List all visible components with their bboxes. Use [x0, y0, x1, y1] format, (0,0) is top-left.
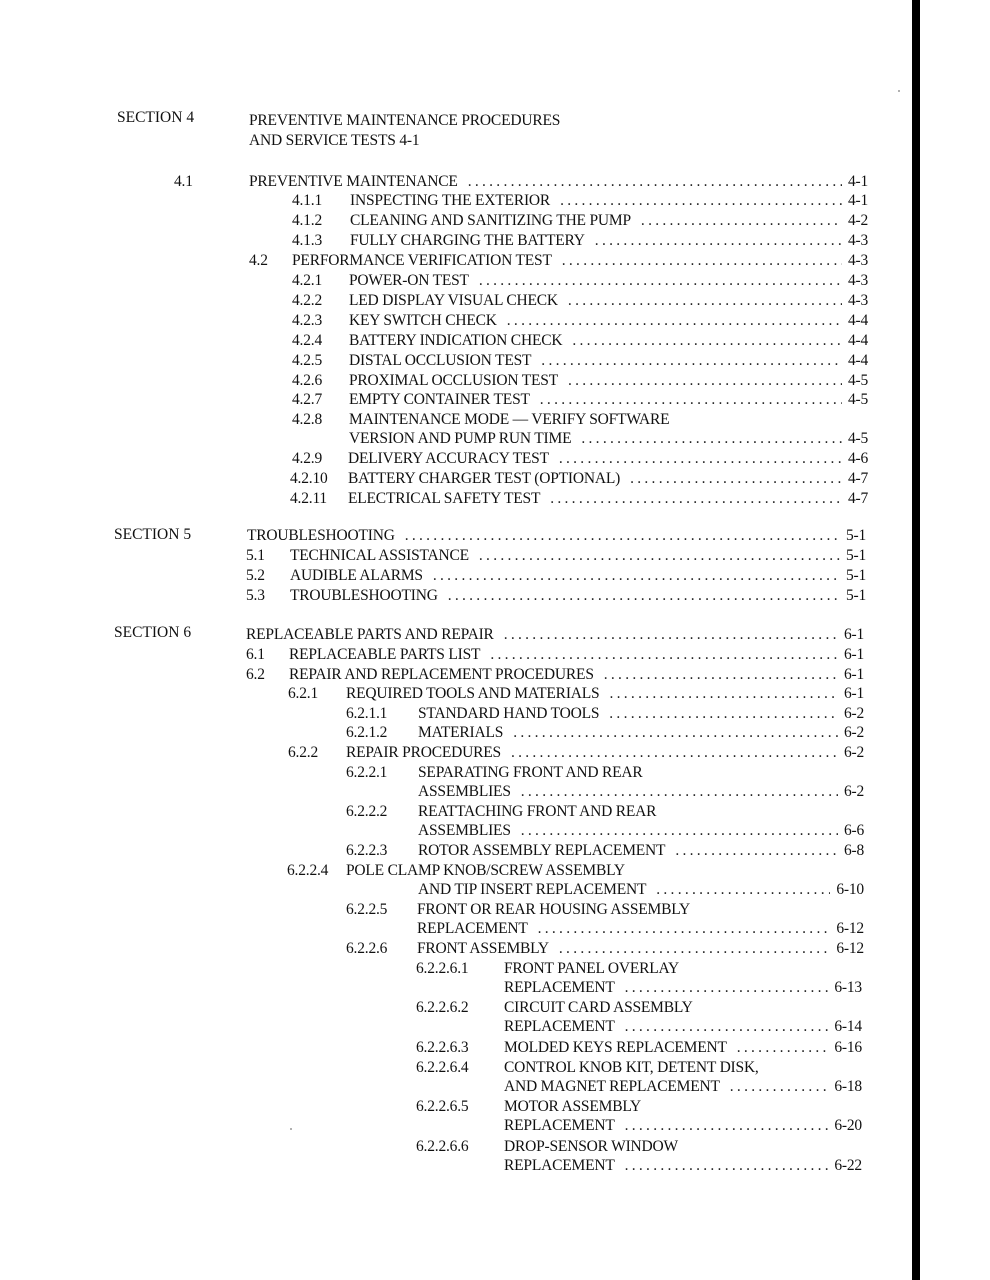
toc-entry-page: 6-1 [843, 666, 864, 683]
scan-speck [898, 90, 900, 92]
section-5-label: SECTION 5 [114, 526, 192, 543]
toc-entry [0, 939, 864, 959]
dot-leader [625, 1116, 829, 1136]
toc-entry [0, 723, 864, 743]
toc-entry-title: REPAIR PROCEDURES [346, 744, 501, 761]
toc-entry-number: 5.3 [246, 587, 265, 604]
toc-entry-title: POWER-ON TEST [349, 272, 469, 289]
toc-entry-title: VERSION AND PUMP RUN TIME [349, 430, 572, 447]
toc-entry-title: KEY SWITCH CHECK [349, 312, 497, 329]
toc-entry-page: 4-4 [847, 352, 868, 369]
dot-leader [625, 978, 829, 998]
toc-entry-number: 4.2.11 [290, 490, 327, 507]
toc-entry-page: 5-1 [845, 547, 866, 564]
toc-entry-page: 4-3 [847, 292, 868, 309]
toc-entry-title: CONTROL KNOB KIT, DETENT DISK, [504, 1059, 759, 1076]
toc-entry-title: POLE CLAMP KNOB/SCREW ASSEMBLY [346, 862, 625, 879]
dot-leader [562, 251, 842, 271]
toc-entry-page: 6-20 [834, 1117, 862, 1134]
toc-entry-title: SEPARATING FRONT AND REAR [418, 764, 643, 781]
toc-entry-page: 6-12 [836, 940, 864, 957]
dot-leader [625, 1156, 829, 1176]
toc-entry-title: INSPECTING THE EXTERIOR [350, 192, 551, 209]
toc-entry [0, 191, 868, 211]
toc-entry [0, 172, 868, 192]
toc-entry [0, 998, 862, 1018]
toc-entry-number: 6.2.2.6.4 [416, 1059, 469, 1076]
toc-entry-title: AUDIBLE ALARMS [290, 567, 423, 584]
dot-leader [559, 449, 842, 469]
toc-entry-page: 6-22 [834, 1157, 862, 1174]
dot-leader [540, 390, 842, 410]
toc-entry [0, 489, 868, 509]
dot-leader [581, 429, 842, 449]
toc-entry [0, 546, 866, 566]
toc-entry-page: 6-2 [843, 724, 864, 741]
toc-entry-title: AND TIP INSERT REPLACEMENT [418, 881, 647, 898]
toc-entry [0, 1097, 862, 1117]
toc-entry [0, 371, 868, 391]
toc-entry [0, 743, 864, 763]
toc-entry-number: 4.2.10 [290, 470, 328, 487]
dot-leader [625, 1017, 829, 1037]
toc-entry-page: 4-5 [847, 391, 868, 408]
toc-entry [0, 841, 864, 861]
dot-leader [511, 743, 838, 763]
toc-entry-title: LED DISPLAY VISUAL CHECK [349, 292, 558, 309]
toc-entry-number: 5.2 [246, 567, 265, 584]
toc-entry-page: 5-1 [845, 527, 866, 544]
dot-leader [513, 723, 838, 743]
toc-entry-number: 4.2.7 [292, 391, 323, 408]
toc-entry [0, 802, 864, 822]
toc-entry-number: 6.2.2.4 [287, 862, 329, 879]
toc-entry [0, 390, 868, 410]
toc-entry [0, 429, 868, 449]
toc-entry-number: 6.2.2.6.3 [416, 1039, 469, 1056]
toc-entry-title: STANDARD HAND TOOLS [418, 705, 600, 722]
toc-entry-page: 6-10 [836, 881, 864, 898]
dot-leader [641, 211, 842, 231]
toc-entry [0, 821, 864, 841]
toc-entry-page: 4-7 [847, 470, 868, 487]
dot-leader [568, 291, 842, 311]
toc-entry-number: 4.2.2 [292, 292, 323, 309]
dot-leader [433, 566, 840, 586]
dot-leader [595, 231, 842, 251]
toc-entry-title: FRONT ASSEMBLY [417, 940, 549, 957]
toc-entry-number: 6.2.1 [288, 685, 319, 702]
toc-entry [0, 684, 864, 704]
toc-entry-number: 4.2.9 [292, 450, 323, 467]
dot-leader [507, 311, 842, 331]
toc-entry-page: 6-18 [834, 1078, 862, 1095]
toc-entry [0, 880, 864, 900]
dot-leader [572, 331, 842, 351]
dot-leader [479, 271, 842, 291]
toc-entry [0, 1038, 862, 1058]
toc-entry-number: 6.2.1.2 [346, 724, 388, 741]
toc-entry-page: 4-6 [847, 450, 868, 467]
dot-leader [656, 880, 830, 900]
scan-edge-bar [912, 0, 920, 1280]
toc-entry-title: CIRCUIT CARD ASSEMBLY [504, 999, 693, 1016]
toc-entry-title: REPLACEMENT [504, 1157, 615, 1174]
dot-leader [559, 939, 830, 959]
toc-entry-number: 6.2.2.6 [346, 940, 388, 957]
toc-entry-title: PERFORMANCE VERIFICATION TEST [292, 252, 552, 269]
dot-leader [490, 645, 838, 665]
toc-entry [0, 1017, 862, 1037]
toc-entry [0, 469, 868, 489]
toc-entry-page: 6-2 [843, 744, 864, 761]
toc-entry [0, 586, 866, 606]
toc-entry [0, 311, 868, 331]
section-4-label: SECTION 4 [117, 109, 195, 126]
toc-entry-title: BATTERY CHARGER TEST (OPTIONAL) [348, 470, 621, 487]
toc-entry-page: 4-1 [847, 173, 868, 190]
toc-entry-title: BATTERY INDICATION CHECK [349, 332, 563, 349]
toc-entry-number: 6.2 [246, 666, 265, 683]
toc-entry-number: 6.2.2.6.6 [416, 1138, 469, 1155]
dot-leader [630, 469, 842, 489]
toc-entry-title: DROP-SENSOR WINDOW [504, 1138, 678, 1155]
dot-leader [609, 704, 838, 724]
toc-entry [0, 704, 864, 724]
toc-entry-page: 6-2 [843, 705, 864, 722]
section-4-title-line1: PREVENTIVE MAINTENANCE PROCEDURES [249, 112, 561, 129]
toc-entry [0, 566, 866, 586]
toc-entry-number: 6.2.2.6.1 [416, 960, 469, 977]
toc-entry-title: CLEANING AND SANITIZING THE PUMP [350, 212, 631, 229]
toc-entry [0, 1116, 862, 1136]
toc-entry-title: EMPTY CONTAINER TEST [349, 391, 530, 408]
toc-entry [0, 645, 864, 665]
toc-entry-number: 6.2.2.5 [346, 901, 388, 918]
dot-leader [538, 919, 831, 939]
toc-entry-title: TECHNICAL ASSISTANCE [290, 547, 469, 564]
toc-entry-page: 4-5 [847, 372, 868, 389]
toc-entry-title: REPLACEMENT [504, 1117, 615, 1134]
toc-entry-page: 6-1 [843, 646, 864, 663]
dot-leader [504, 625, 838, 645]
toc-entry [0, 351, 868, 371]
toc-entry-number: 4.2.6 [292, 372, 323, 389]
toc-entry-title: ASSEMBLIES [418, 783, 511, 800]
toc-entry [0, 1058, 862, 1078]
toc-entry [0, 1156, 862, 1176]
toc-entry-number: 4.2 [249, 252, 268, 269]
toc-entry-number: 6.2.2.2 [346, 803, 388, 820]
toc-entry-page: 4-1 [847, 192, 868, 209]
toc-entry [0, 291, 868, 311]
toc-entry-page: 4-3 [847, 252, 868, 269]
dot-leader [541, 351, 842, 371]
toc-entry [0, 861, 864, 881]
toc-entry-page: 4-4 [847, 312, 868, 329]
toc-entry [0, 1137, 862, 1157]
toc-entry-title: TROUBLESHOOTING [247, 527, 395, 544]
toc-entry-title: TROUBLESHOOTING [290, 587, 438, 604]
toc-entry-page: 4-5 [847, 430, 868, 447]
toc-entry [0, 211, 868, 231]
toc-entry-title: MOTOR ASSEMBLY [504, 1098, 642, 1115]
dot-leader [675, 841, 838, 861]
toc-entry-title: REPLACEMENT [504, 1018, 615, 1035]
toc-entry-page: 4-3 [847, 272, 868, 289]
dot-leader [521, 782, 838, 802]
toc-entry-title: REPLACEABLE PARTS AND REPAIR [246, 626, 494, 643]
toc-entry-number: 4.2.5 [292, 352, 323, 369]
toc-entry [0, 763, 864, 783]
toc-entry-title: PROXIMAL OCCLUSION TEST [349, 372, 558, 389]
dot-leader [568, 371, 842, 391]
toc-entry [0, 271, 868, 291]
toc-entry [0, 665, 864, 685]
toc-entry-title: REATTACHING FRONT AND REAR [418, 803, 657, 820]
toc-entry-title: FRONT OR REAR HOUSING ASSEMBLY [417, 901, 690, 918]
toc-entry-title: REQUIRED TOOLS AND MATERIALS [346, 685, 600, 702]
toc-entry [0, 900, 864, 920]
toc-entry-number: 4.2.8 [292, 411, 323, 428]
dot-leader [560, 191, 842, 211]
toc-entry-number: 6.2.2.3 [346, 842, 388, 859]
toc-entry-page: 4-4 [847, 332, 868, 349]
toc-entry-number: 6.2.1.1 [346, 705, 388, 722]
toc-entry-title: AND MAGNET REPLACEMENT [504, 1078, 720, 1095]
toc-entry-number: 6.2.2 [288, 744, 319, 761]
toc-entry [0, 919, 864, 939]
toc-entry-page: 6-14 [834, 1018, 862, 1035]
toc-entry-page: 6-8 [843, 842, 864, 859]
dot-leader [604, 665, 838, 685]
dot-leader [468, 172, 842, 192]
toc-entry-number: 4.2.3 [292, 312, 323, 329]
toc-entry-page: 5-1 [845, 567, 866, 584]
toc-entry-title: REPLACEMENT [417, 920, 528, 937]
toc-entry-title: FRONT PANEL OVERLAY [504, 960, 680, 977]
toc-entry-page: 6-1 [843, 685, 864, 702]
toc-entry-title: MOLDED KEYS REPLACEMENT [504, 1039, 727, 1056]
toc-entry-number: 6.2.2.1 [346, 764, 388, 781]
toc-entry-title: REPLACEABLE PARTS LIST [289, 646, 481, 663]
section-4-title-line2: AND SERVICE TESTS 4-1 [249, 132, 420, 149]
dot-leader [479, 546, 840, 566]
dot-leader [730, 1077, 829, 1097]
toc-entry [0, 526, 866, 546]
toc-entry-title: MAINTENANCE MODE — VERIFY SOFTWARE [349, 411, 670, 428]
toc-entry-title: DISTAL OCCLUSION TEST [349, 352, 532, 369]
toc-entry-page: 6-13 [834, 979, 862, 996]
toc-entry-number: 6.2.2.6.5 [416, 1098, 469, 1115]
toc-entry-title: REPLACEMENT [504, 979, 615, 996]
toc-entry-page: 6-1 [843, 626, 864, 643]
dot-leader [737, 1038, 829, 1058]
toc-entry [0, 782, 864, 802]
toc-entry [0, 625, 864, 645]
toc-entry-number: 6.2.2.6.2 [416, 999, 469, 1016]
toc-entry-page: 6-2 [843, 783, 864, 800]
toc-entry-number: 4.2.4 [292, 332, 323, 349]
toc-entry-page: 5-1 [845, 587, 866, 604]
toc-entry-page: 4-3 [847, 232, 868, 249]
dot-leader [609, 684, 837, 704]
toc-entry-number: 5.1 [246, 547, 265, 564]
toc-entry-page: 6-12 [836, 920, 864, 937]
toc-entry-title: FULLY CHARGING THE BATTERY [350, 232, 585, 249]
toc-entry-page: 6-16 [834, 1039, 862, 1056]
toc-entry-page: 6-6 [843, 822, 864, 839]
toc-entry [0, 331, 868, 351]
toc-entry-title: REPAIR AND REPLACEMENT PROCEDURES [289, 666, 594, 683]
toc-entry [0, 449, 868, 469]
toc-entry [0, 410, 868, 430]
toc-entry [0, 1077, 862, 1097]
toc-entry-title: ROTOR ASSEMBLY REPLACEMENT [418, 842, 666, 859]
toc-entry-number: 4.1 [174, 173, 193, 190]
toc-entry-title: ELECTRICAL SAFETY TEST [348, 490, 541, 507]
toc-entry-page: 4-7 [847, 490, 868, 507]
toc-entry-title: ASSEMBLIES [418, 822, 511, 839]
toc-entry [0, 231, 868, 251]
toc-entry [0, 959, 862, 979]
section-6-label: SECTION 6 [114, 624, 192, 641]
toc-entry [0, 978, 862, 998]
toc-entry-title: PREVENTIVE MAINTENANCE [249, 173, 458, 190]
toc-entry-number: 6.1 [246, 646, 265, 663]
dot-leader [405, 526, 840, 546]
dot-leader [448, 586, 840, 606]
toc-entry-number: 4.1.1 [292, 192, 323, 209]
toc-entry-title: MATERIALS [418, 724, 504, 741]
dot-leader [550, 489, 842, 509]
toc-entry-number: 4.1.3 [292, 232, 323, 249]
toc-entry-number: 4.1.2 [292, 212, 323, 229]
toc-entry [0, 251, 868, 271]
dot-leader [521, 821, 838, 841]
toc-entry-title: DELIVERY ACCURACY TEST [348, 450, 549, 467]
toc-entry-page: 4-2 [847, 212, 868, 229]
toc-entry-number: 4.2.1 [292, 272, 323, 289]
